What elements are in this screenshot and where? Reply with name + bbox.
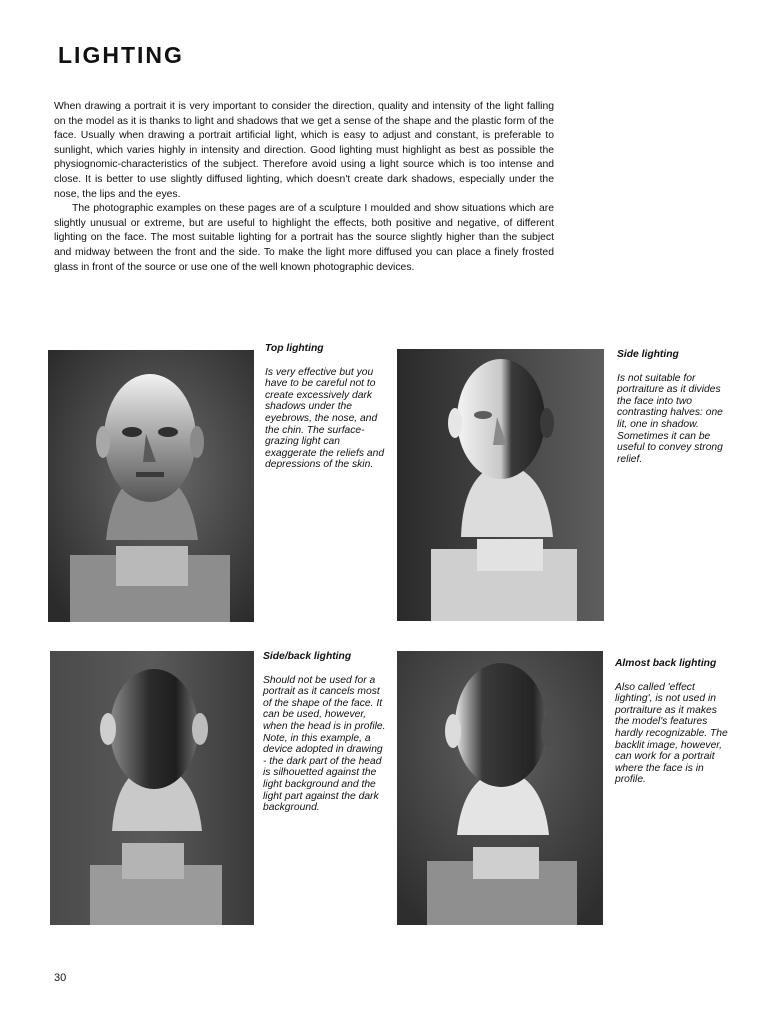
photo-side-back-lighting [50,651,254,925]
caption-title: Almost back lighting [615,658,717,669]
photo-top-lighting [48,350,254,622]
page-number: 30 [54,972,67,984]
caption-text: Is not suitable for portraiture as it divides the face into two contrasting halves: one lit, one in shadow. Sometimes it can be useful to convey strong relief. [617,372,723,465]
photo-side-lighting [397,349,604,621]
intro-text [54,100,554,275]
caption-text: Also called 'effect lighting', is not used in portraiture as it makes the model's features hardly recognizable. The backlit image, however, can work for a portrait where the face is in profile. [615,681,728,786]
intro-paragraph: When drawing a portrait it is very important to consider the direction, quality and intensity of the light falling on the model as it is thanks to light and shadows that we get a sense of the shape and the plastic form of the face. Usually when drawing a portrait artificial light, which is easy to adjust and constant, is preferable to sunlight, which varies highly in intensity and direction. Good lighting must highlight as best as possible the physiognomic-characteristics of the subject. Therefore avoid using a light source which is too intense and close. It is better to use slightly diffused lighting, which doesn't create dark shadows, especially under the nose, the lips and the eyes. [54,101,554,200]
caption-text: Should not be used for a portrait as it cancels most of the shape of the face. It can be used, however, when the head is in profile. Note, in this example, a device adopted in drawing - the dark part of the head is silhouetted against the light background and the light part against the dark background. [263,674,386,814]
caption-title: Top lighting [265,343,324,354]
caption-almost-back-lighting [615,658,733,786]
caption-title: Side lighting [617,349,679,360]
caption-top-lighting [265,343,389,471]
caption-text: Is very effective but you have to be careful not to create excessively dark shadows under the eyebrows, the nose, and the chin. The surface-grazing light can exaggerate the reliefs and depressions of the skin. [265,366,385,471]
caption-side-lighting [617,349,733,465]
intro-paragraph: The photographic examples on these pages are of a sculpture I moulded and show situations which are slightly unusual or extreme, but are useful to highlight the effects, both positive and negative, of different lighting on the face. The most suitable lighting for a portrait has the source slightly higher than the subject and midway between the front and the side. To make the light more diffused you can place a finely frosted glass in front of the source or use one of the well known photographic devices. [54,203,554,273]
caption-side-back-lighting [263,651,387,814]
page-title: LIGHTING [58,42,184,68]
caption-title: Side/back lighting [263,651,352,662]
photo-almost-back-lighting [397,651,603,925]
